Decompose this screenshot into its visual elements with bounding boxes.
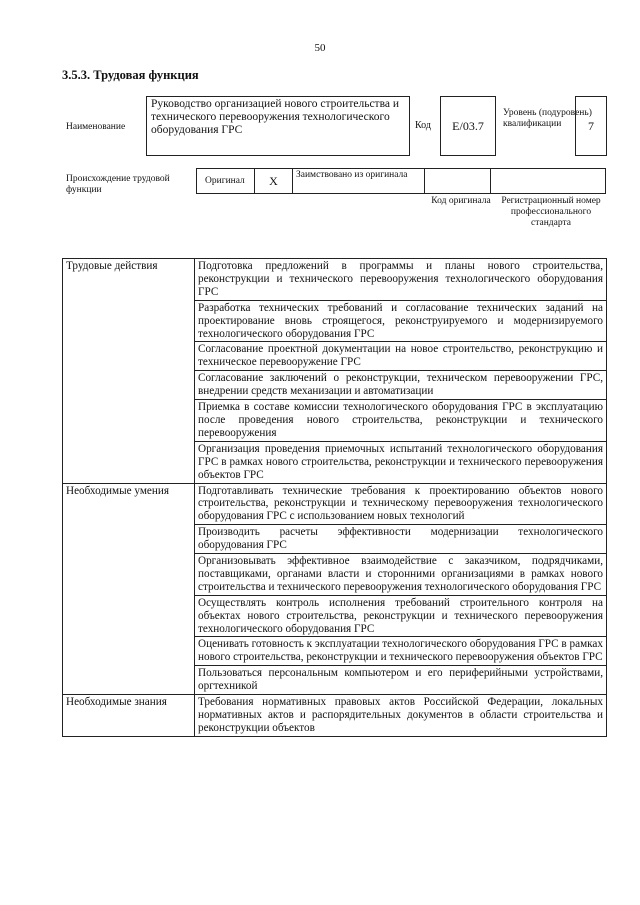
function-details-table [62, 258, 607, 737]
origin-row [196, 168, 606, 194]
table-row [63, 483, 607, 525]
table-cell-item: Приемка в составе комиссии технологического оборудования ГРС в эксплуатацию после проведения нового строительства, реконструкции и технического перевооружения [195, 400, 607, 442]
table-cell-item: Производить расчеты эффективности модернизации технологического оборудования ГРС [195, 525, 607, 554]
table-cell-item: Разработка технических требований и согласование технических заданий на проектирование вновь строящегося, реконструируемого и модернизируемого технологического оборудования ГРС [195, 300, 607, 342]
origin-label: Происхождение трудовой функции [66, 174, 170, 195]
table-cell-item: Подготавливать технические требования к проектированию объектов нового строительства, реконструкции и техническому перевооружения технологического оборудования ГРС с использованием новых технологий [195, 483, 607, 525]
table-cell-item: Оценивать готовность к эксплуатации технологического оборудования ГРС в рамках нового строительства, реконструкции и технического перевооружения объектов ГРС [195, 637, 607, 666]
code-original-cell [425, 169, 491, 193]
code-original-label: Код оригинала [431, 196, 491, 206]
table-cell-item: Согласование проектной документации на новое строительство, реконструкцию и техническое перевооружение ГРС [195, 342, 607, 371]
table-cell-item: Организовывать эффективное взаимодействие с заказчиком, подрядчиками, поставщиками, органами власти и сторонними организациями в рамках нового строительства и технического перевооружения технологического оборудования ГРС [195, 554, 607, 596]
table-cell-item: Осуществлять контроль исполнения требований строительного контроля на объектах нового строительства, реконструкции и технического перевооружения технологического оборудования ГРС [195, 595, 607, 637]
table-row [63, 695, 607, 737]
name-label: Наименование [66, 122, 126, 132]
qualification-level-box: 7 [575, 96, 607, 156]
section-title-labor-actions: Трудовые действия [63, 259, 195, 484]
code-box: E/03.7 [440, 96, 496, 156]
code-label: Код [415, 120, 431, 131]
borrowed-label: Заимствовано из оригинала [293, 169, 425, 193]
section-title-required-knowledge: Необходимые знания [63, 695, 195, 737]
table-cell-item: Организация проведения приемочных испытаний технологического оборудования ГРС в рамках нового строительства, реконструкции и технического перевооружения объектов ГРС [195, 441, 607, 483]
section-title: 3.5.3. Трудовая функция [62, 68, 199, 82]
reg-number-cell [491, 169, 605, 193]
table-cell-item: Подготовка предложений в программы и планы нового строительства, реконструкции и технического перевооружения технологического оборудования ГРС [195, 259, 607, 301]
reg-number-label: Регистрационный номер профессионального стандарта [501, 196, 601, 228]
section-title-required-skills: Необходимые умения [63, 483, 195, 695]
qualification-level-label: Уровень (подуровень) квалификации [503, 108, 592, 129]
original-mark: X [255, 169, 293, 193]
table-row [63, 259, 607, 301]
table-cell-item: Пользоваться персональным компьютером и его периферийными устройствами, оргтехникой [195, 666, 607, 695]
table-cell-item: Согласование заключений о реконструкции, техническом перевооружении ГРС, внедрении средств механизации и автоматизации [195, 371, 607, 400]
original-label: Оригинал [197, 169, 255, 193]
table-cell-item: Требования нормативных правовых актов Российской Федерации, локальных нормативных актов и распорядительных документов в области строительства и реконструкции объектов [195, 695, 607, 737]
function-name-box: Руководство организацией нового строительства и технического перевооружения технологического оборудования ГРС [146, 96, 410, 156]
page-number: 50 [314, 42, 326, 54]
